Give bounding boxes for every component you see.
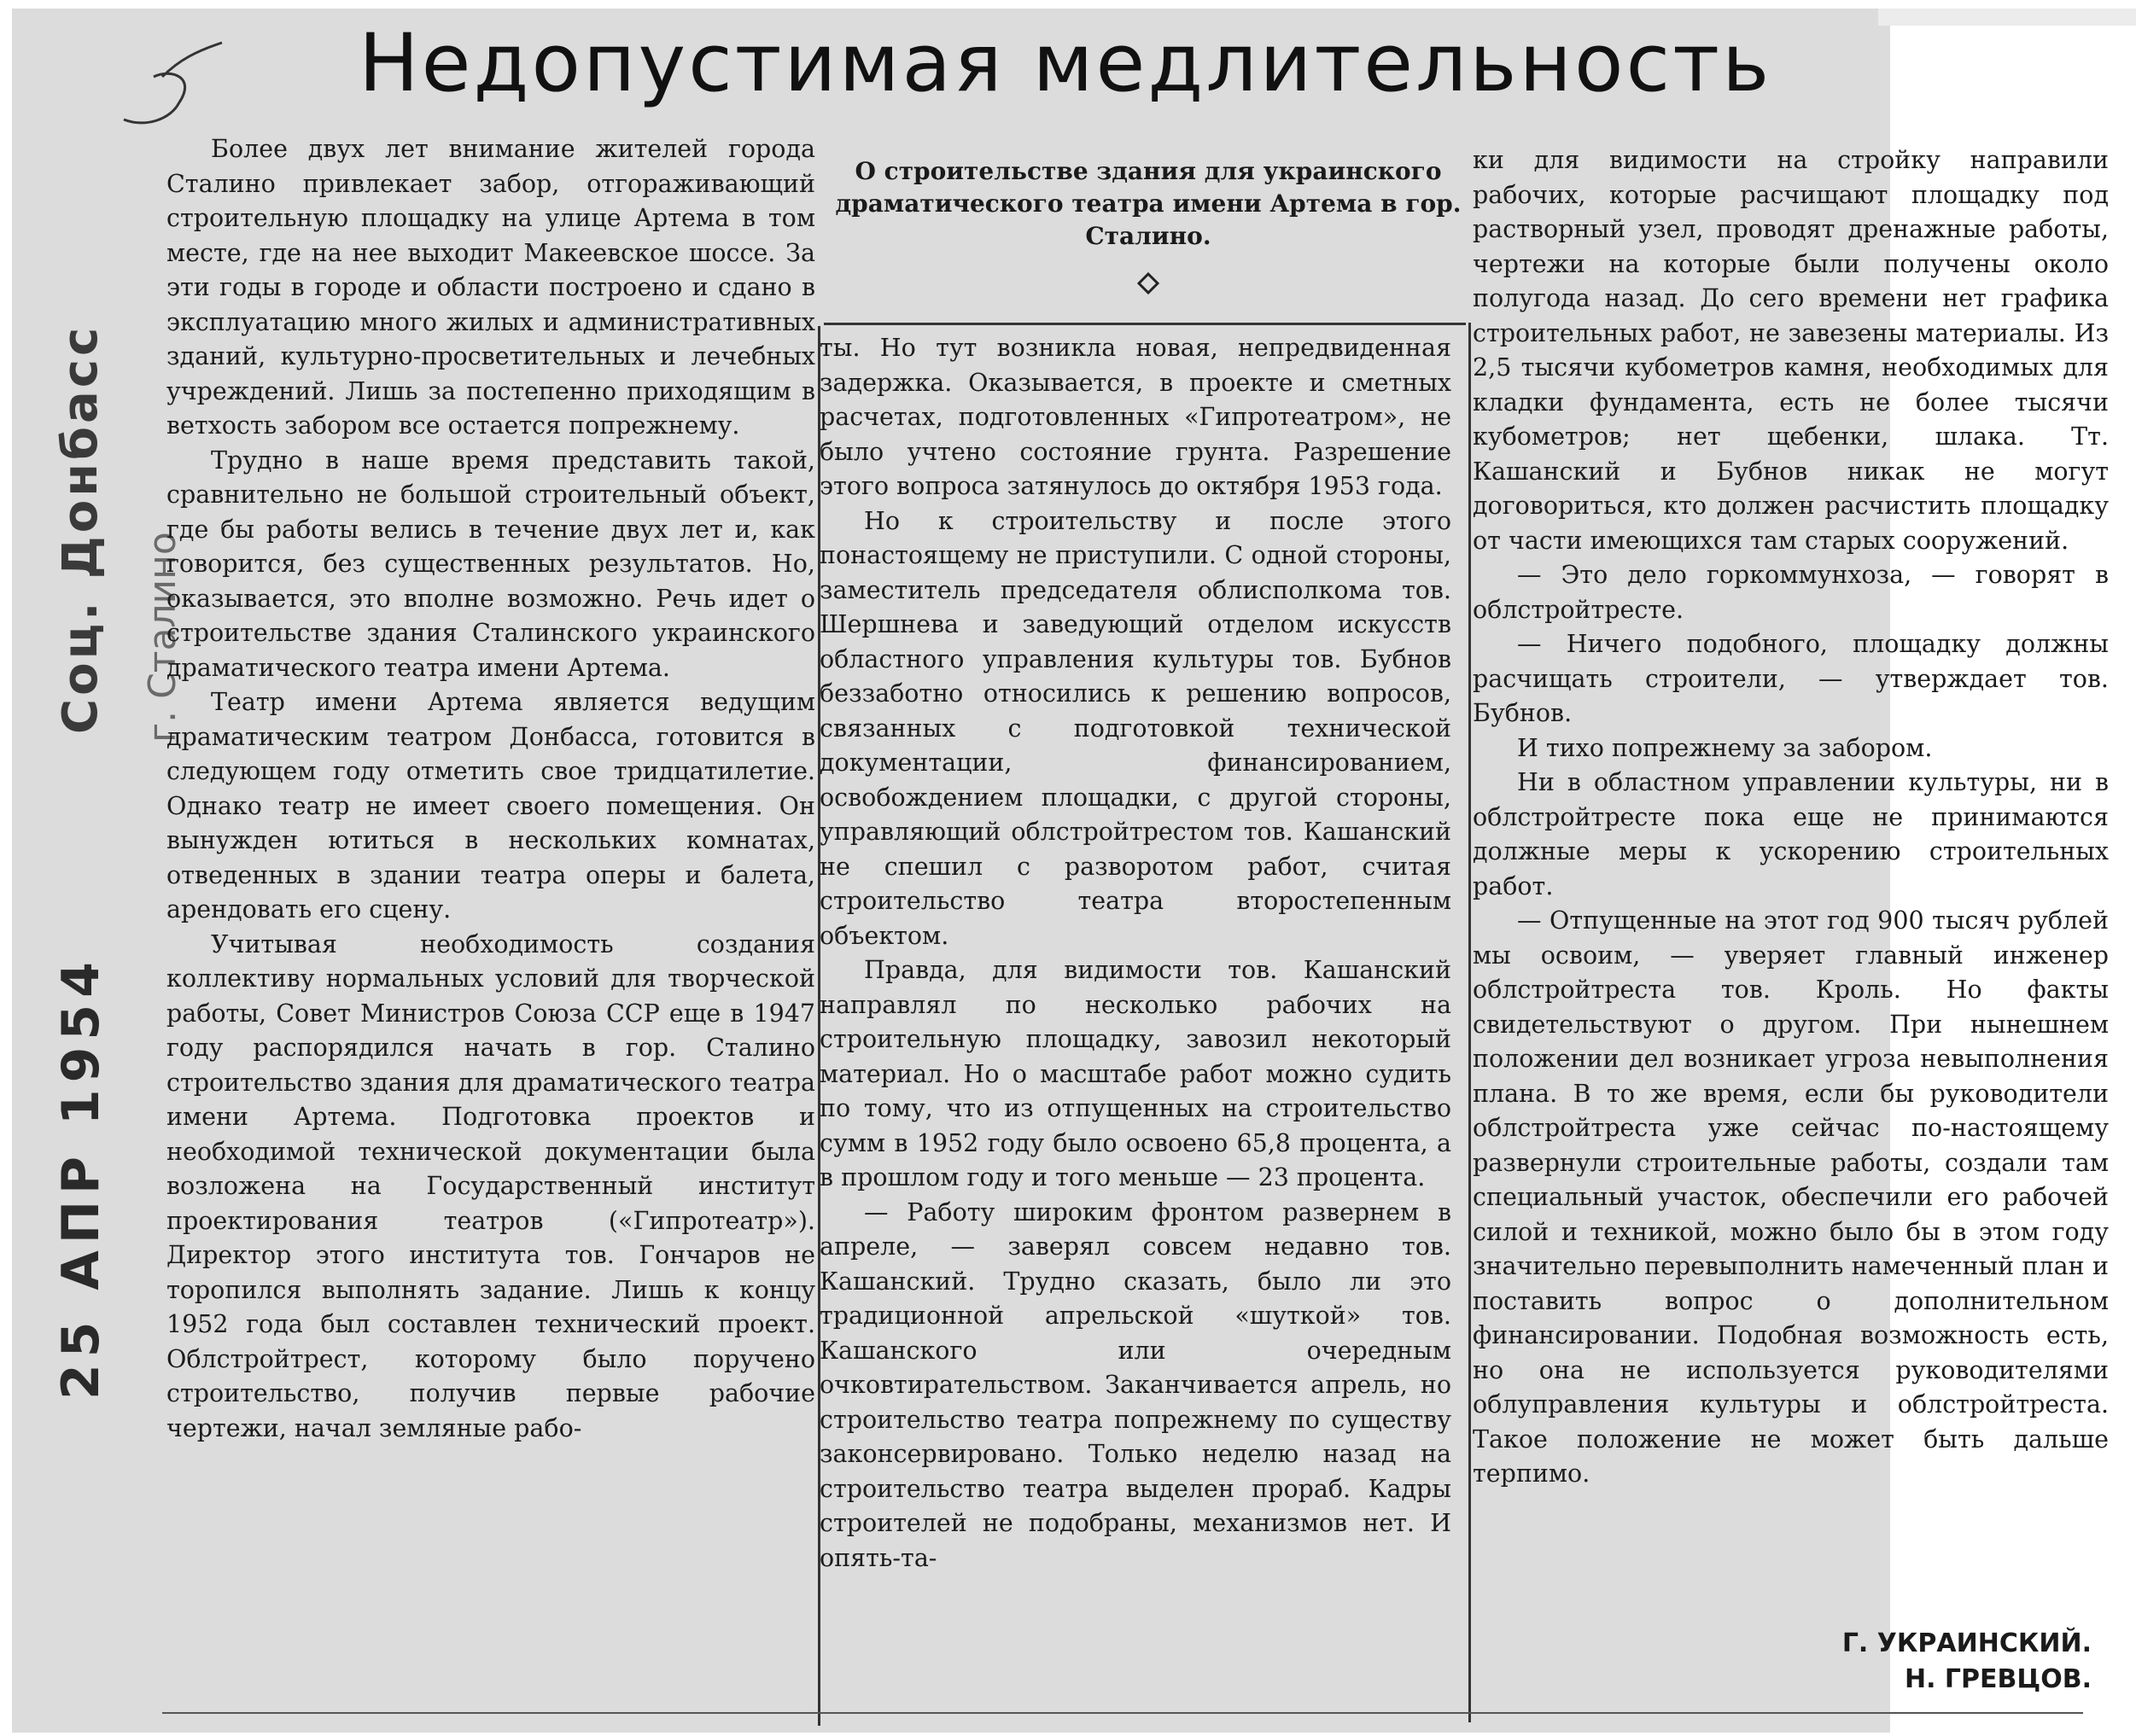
bottom-rule	[162, 1712, 2083, 1714]
paragraph: Но к строительству и после этого понастоящему не приступили. С одной стороны, заместитель председателя облисполкома тов. Шершнева и заведующий отделом искусств областного управления культуры тов. Бубнов беззаботно относились к решению вопросов, связанных с подготовкой технической документации, финансированием, освобождением площадки, с другой стороны, управляющий облстройтрестом тов. Кашанский не спешил с разворотом работ, считая строительство театра второстепенным объектом.	[820, 506, 1451, 950]
column-divider	[1468, 323, 1471, 1722]
paragraph: — Работу широким фронтом развернем в апреле, — заверял совсем недавно тов. Кашанский. Трудно сказать, было ли это традиционной апрельской «шуткой» тов. Кашанского или очередным очковтирательством. Заканчивается апрель, но строительство театра попрежнему по существу законсервировано. Только неделю назад на строительство театра выделен прораб. Кадры строителей не подобраны, механизмов нет. И опять-та-	[820, 1197, 1451, 1572]
paragraph: Трудно в наше время представить такой, сравнительно не большой строительный объект, где бы работы велись в течение двух лет и, как говорится, без существенных результатов. Но, оказывается, это вполне возможно. Речь идет о строительстве здания Сталинского украинского драматического театра имени Артема.	[166, 446, 815, 682]
paragraph: Театр имени Артема является ведущим драматическим театром Донбасса, готовится в следующем году отметить свое тридцатилетие. Однако театр не имеет своего помещения. Он вынужден ютиться в нескольких комнатах, отведенных в здании театра оперы и балета, арендовать его сцену.	[166, 688, 815, 923]
article-column-2	[820, 331, 1451, 1576]
paragraph: Правда, для видимости тов. Кашанский направлял по несколько рабочих на строительную площадку, завозил некоторый материал. Но о масштабе работ можно судить по тому, что из отпущенных на строительство сумм в 1952 году было освоено 65,8 процента, а в прошлом году и того меньше — 23 процента.	[820, 956, 1451, 1191]
paragraph: И тихо попрежнему за забором.	[1517, 733, 1933, 762]
paragraph: Более двух лет внимание жителей города Сталино привлекает забор, отгораживающий строительную площадку на улице Артема в том месте, где на нее выходит Макеевское шоссе. За эти годы в городе и области построено и сдано в эксплуатацию много жилых и административных зданий, культурно-просветительных и лечебных учреждений. Лишь за постепенно приходящим в ветхость забором все остается попрежнему.	[166, 135, 815, 440]
paragraph: — Ничего подобного, площадку должны расчищать строители, — утверждает тов. Бубнов.	[1473, 630, 2109, 727]
article-headline: Недопустимая медлительность	[359, 17, 1772, 110]
paragraph: — Отпущенные на этот год 900 тысяч рублей мы освоим, — уверяет главный инженер облстройтреста тов. Кроль. Но факты свидетельствуют о другом. При нынешнем положении дел возникает угроза невыполнения плана. В то же время, если бы руководители облстройтреста уже сейчас по-настоящему развернули строительные работы, создали там специальный участок, обеспечили его рабочей силой и техникой, можно было бы в этом году значительно перевыполнить намеченный план и поставить вопрос о дополнительном финансировании. Подобная возможность есть, но она не используется руководителями облуправления культуры и облстройтреста. Такое положение не может быть дальше терпимо.	[1473, 906, 2109, 1488]
paragraph: Ни в областном управлении культуры, ни в облстройтресте пока еще не принимаются должные меры к ускорению строительных работ.	[1473, 768, 2109, 900]
horizontal-rule	[824, 323, 1466, 325]
author-signature	[1699, 1626, 2092, 1698]
diamond-ornament-icon	[1136, 271, 1160, 295]
stamp-newspaper-name: Соц. Донбасс	[53, 323, 108, 734]
author-name: Г. УКРАИНСКИЙ.	[1841, 1628, 2092, 1658]
article-column-1	[166, 132, 815, 1446]
article-subheading: О строительстве здания для украинского драматического театра имени Артема в гор. Сталино.	[835, 157, 1462, 250]
paragraph: — Это дело горкоммунхоза, — говорят в облстройтресте.	[1473, 561, 2109, 624]
article-column-3	[1473, 143, 2109, 1492]
stamp-date: 25 АПР 1954	[51, 955, 111, 1400]
stamp-city: г. Сталино	[141, 532, 184, 743]
pencil-annotation-mark	[120, 26, 248, 145]
paragraph: ты. Но тут возникла новая, непредвиденная задержка. Оказывается, в проекте и сметных расчетах, подготовленных «Гипротеатром», не было учтено состояние грунта. Разрешение этого вопроса затянулось до октября 1953 года.	[820, 334, 1451, 500]
paragraph: Учитывая необходимость создания коллективу нормальных условий для творческой работы, Совет Министров Союза ССР еще в 1947 году распорядился начать в гор. Сталино строительство здания для драматического театра имени Артема. Подготовка проектов и необходимой технической документации была возложена на Государственный институт проектирования театров («Гипротеатр»). Директор этого института тов. Гончаров не торопился выполнять задание. Лишь к концу 1952 года был составлен технический проект. Облстройтрест, которому было поручено строительство, получив первые рабочие чертежи, начал земляные рабо-	[166, 929, 815, 1442]
paragraph: ки для видимости на стройку направили рабочих, которые расчищают площадку под растворный узел, проводят дренажные работы, чертежи на которые были получены около полугода назад. До сего времени нет графика строительных работ, не завезены материалы. Из 2,5 тысячи кубометров камня, необходимых для кладки фундамента, есть не более тысячи кубометров; нет щебенки, шлака. Тт. Кашанский и Бубнов никак не могут договориться, кто должен расчистить площадку от части имеющихся там старых сооружений.	[1473, 146, 2109, 555]
author-name: Н. ГРЕВЦОВ.	[1904, 1664, 2092, 1694]
